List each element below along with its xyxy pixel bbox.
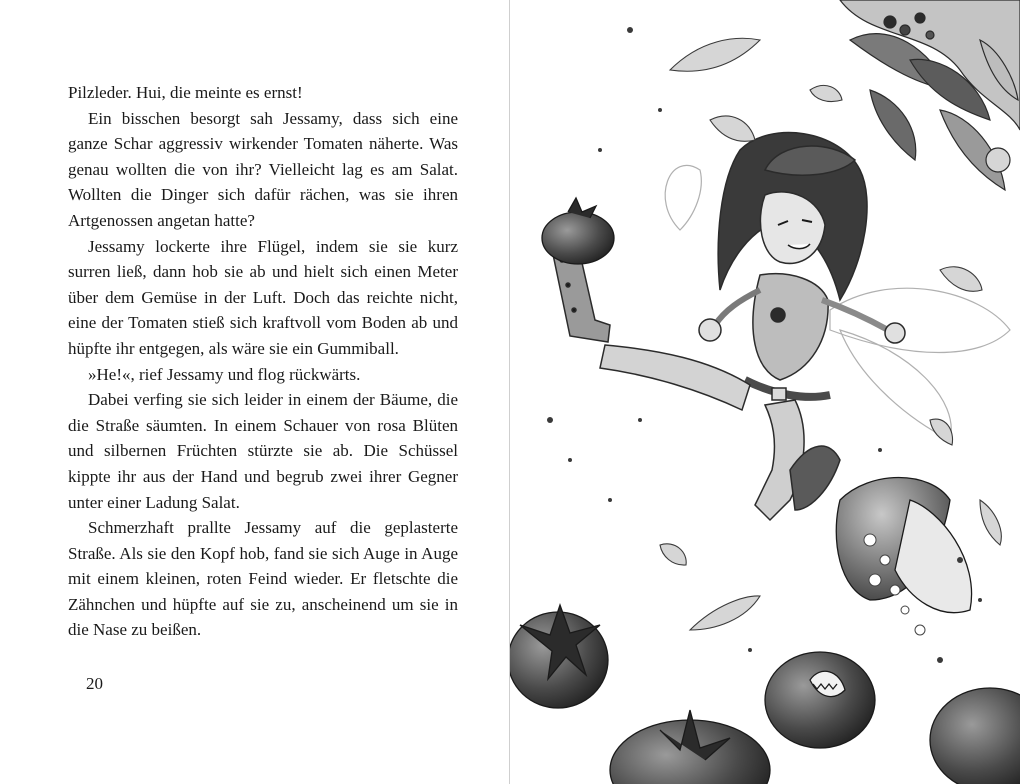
page-number: 20 [86, 674, 103, 693]
paragraph: Pilzleder. Hui, die meinte es ernst! [68, 83, 303, 102]
illustration [510, 0, 1020, 784]
paragraph: Schmerzhaft prallte Jessamy auf die geplasterte Straße. Als sie den Kopf hob, fand sie sich Auge in Auge mit einem kleinen, roten Feind wieder. Er fletschte die Zähnchen und hüpfte auf sie zu, anscheinend um sie in die Nase zu beißen. [68, 518, 458, 640]
fairy-jessamy [550, 133, 905, 520]
tomato-bottom [610, 710, 770, 784]
tree-foliage [840, 0, 1020, 190]
right-page [510, 0, 1020, 784]
paragraph: Jessamy lockerte ihre Flügel, indem sie sie kurz surren ließ, dann hob sie ab und hielt sich einen Meter über dem Gemüse in der Luft. Doch das reichte nicht, eine der Tomaten stieß sich kraftvoll vom Boden ab und hüpfte ihr entgegen, als wäre sie ein Gummiball. [68, 236, 458, 358]
salad-bowl [836, 478, 971, 636]
tomato-kicked [542, 198, 614, 264]
tomato-biting [765, 652, 875, 748]
paragraph: Ein bisschen besorgt sah Jessamy, dass sich eine ganze Schar aggressiv wirkender Tomaten näherte. Was genau wollten die von ihr? Vielleicht lag es am Salat. Wollten die Dinger sich dafür rächen, was sie ihren Artgenossen angetan hatte? [68, 108, 458, 230]
paragraph: »He!«, rief Jessamy und flog rückwärts. [88, 364, 361, 384]
text-block [68, 80, 458, 643]
paragraph: Dabei verfing sie sich leider in einem der Bäume, die die Straße säumten. In einem Schauer von rosa Blüten und silbernen Früchten stürzte sie ab. Die Schüssel kippte ihr aus der Hand und begrub zwei ihrer Gegner unter einer Ladung Salat. [68, 390, 458, 512]
tomato-right [930, 688, 1020, 784]
tomato-left [510, 605, 608, 708]
